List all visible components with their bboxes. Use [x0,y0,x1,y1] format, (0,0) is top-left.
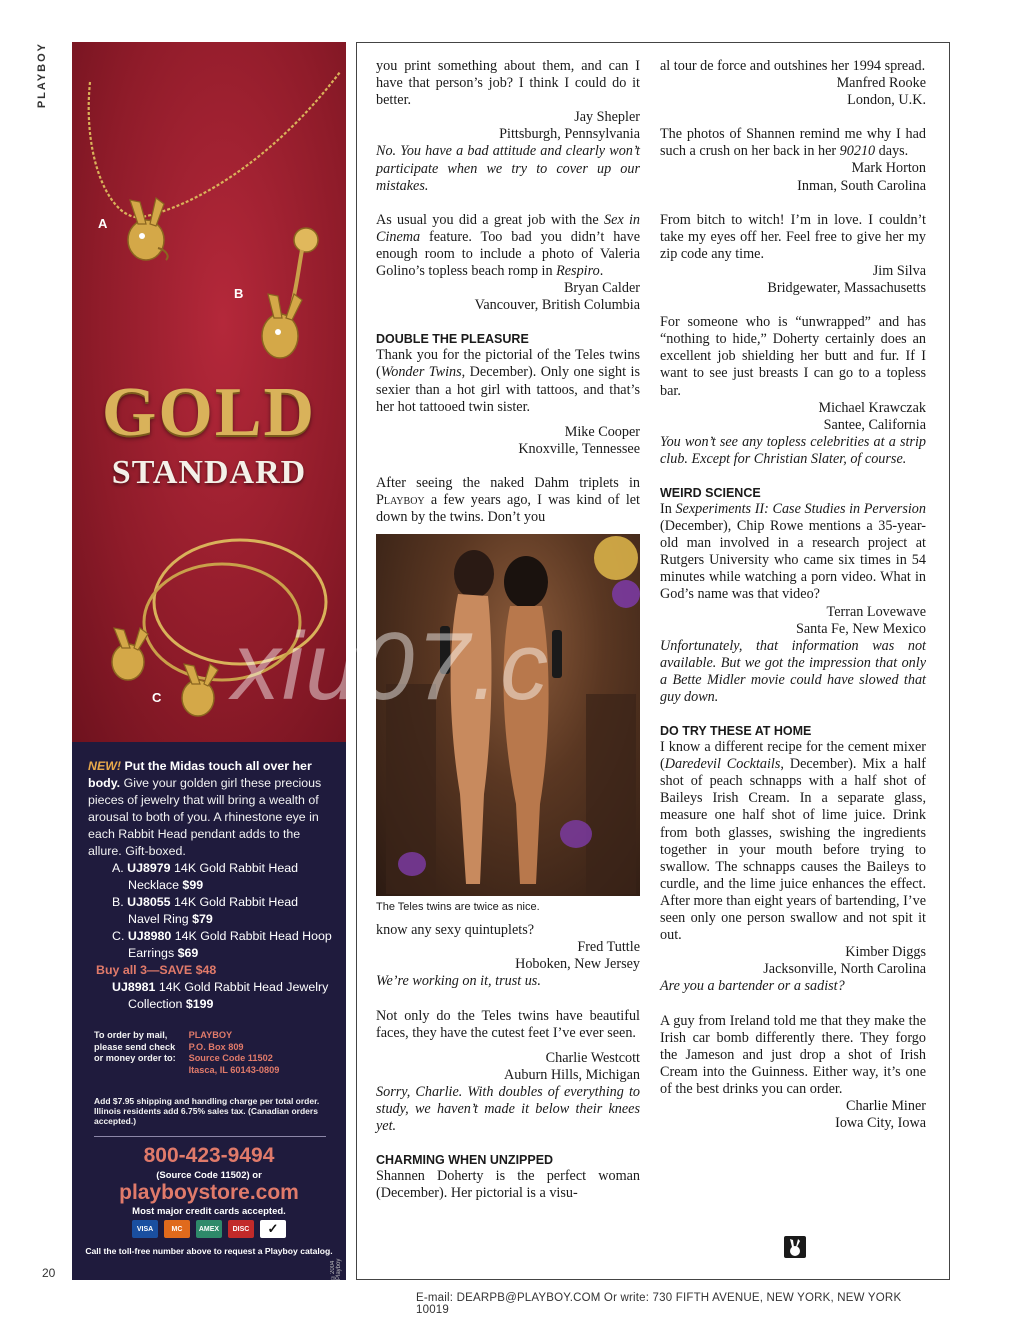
headline-gold: GOLD [101,374,317,451]
cards-accepted-text: Most major credit cards accepted. [132,1206,286,1217]
item-letter-b: B [234,286,244,301]
letter-text: As usual you did a great job with the Sex in Cinema feature. Too bad you didn’t have enough room to include a photo of Valeria Golino’s topless beach romp in Respiro. [376,211,640,280]
visa-icon: VISA [132,1220,158,1238]
letter-location: Jacksonville, North Carolina [763,961,926,978]
magazine-running-head: PLAYBOY [36,42,48,109]
mastercard-icon: MC [164,1220,190,1238]
letter-text: I know a different recipe for the cement mixer (Daredevil Cocktails, December). Mix a half shot of peach schnapps with a half shot of Baileys Irish Cream. In a separate glass, measure one half shot of lime juice. Drink from both glasses, swishing the ingredients together in your mouth before trying to swallow. The schnapps causes the Baileys to curdle, and the lime juice enhances the effect. After more than eight years of bartending, I’ve seen only one person swallow and not spit it out. [660,739,926,944]
section-heading: CHARMING WHEN UNZIPPED [376,1153,554,1168]
letter-signature: Charlie Westcott [545,1049,640,1066]
letter-text: A guy from Ireland told me that they make the Irish car bomb differently there. They forgo the Jameson and just drop a shot of Irish Cream into the Guinness. Either way, it’s one of the best drinks you can order. [660,1012,926,1097]
item-letter-a: A [98,216,108,231]
section-heading: DOUBLE THE PLEASURE [376,332,529,347]
section-heading: WEIRD SCIENCE [660,485,761,500]
hoop-earrings-icon [112,540,326,716]
headline-standard: STANDARD [111,454,307,491]
letter-signature: Fred Tuttle [577,939,640,956]
source-code-note: (Source Code 11502) or [156,1170,262,1181]
letter-location: London, U.K. [847,92,926,109]
section-heading: DO TRY THESE AT HOME [660,724,812,739]
letter-location: Hoboken, New Jersey [515,956,640,973]
letters-column-2 [660,58,926,1132]
editor-reply: Unfortunately, that information was not available. But we got the impression that only a Bette Midler movie could have slowed that guy down. [660,637,926,705]
credit-card-logos [132,1220,292,1242]
new-label: NEW! [88,759,122,773]
letter-signature: Bryan Calder [563,280,640,297]
letter-location: Santa Fe, New Mexico [795,620,926,637]
letter-text: For someone who is “unwrapped” and has “nothing to hide,” Doherty certainly does an excellent job shielding her butt and fur. If I want to see just breasts I can go to a topless bar. [660,314,926,399]
letter-text: you print something about them, and can I have that person’s job? I think I could do it better. [376,58,640,109]
letter-location: Iowa City, Iowa [835,1115,926,1132]
teles-twins-photo [376,534,640,896]
editor-reply: Are you a bartender or a sadist? [660,978,845,995]
catalog-note: Call the toll-free number above to request a Playboy catalog. [85,1246,333,1256]
letter-text: In Sexperiments II: Case Studies in Perversion (December), Chip Rowe mentions a 35-year-old man involved in a research project at Rutgers University who came six times in 54 minutes while watching a porn video. What in God’s name was that video? [660,500,926,603]
editor-reply: No. You have a bad attitude and clearly won’t participate when we try to cover up our mistakes. [376,143,640,194]
letter-signature: Manfred Rooke [836,75,926,92]
letters-column-1 [376,58,640,1202]
letter-text: Shannen Doherty is the perfect woman (December). Her pictorial is a visu- [376,1168,640,1202]
letter-location: Knoxville, Tennessee [518,440,640,457]
editor-reply: You won’t see any topless celebrities at a strip club. Except for Christian Slater, of course. [660,433,926,467]
letter-text: Not only do the Teles twins have beautiful faces, they have the cutest feet I’ve ever seen. [376,1007,640,1041]
item-letter-c: C [152,690,162,705]
letter-signature: Michael Krawczak [818,399,926,416]
letter-signature: Mark Horton [851,160,926,177]
letter-location: Auburn Hills, Michigan [504,1066,640,1083]
navel-ring-icon [262,228,318,358]
watermark-text: xiu07.c [232,613,551,720]
discover-icon: DISC [228,1220,254,1238]
letter-location: Pittsburgh, Pennsylvania [499,126,640,143]
product-item: A. UJ8979 14K Gold Rabbit Head Necklace $99 [112,861,299,892]
check-icon: ✓ [260,1220,286,1238]
shipping-note: Add $7.95 shipping and handling charge per total order. Illinois residents add 6.75% sales tax. (Canadian orders accepted.) [94,1096,320,1126]
ad-lead-copy [88,758,332,860]
letter-signature: Jay Shepler [574,109,640,126]
letter-signature: Kimber Diggs [845,944,926,961]
photo-caption: The Teles twins are twice as nice. [376,901,540,914]
product-item: C. UJ8980 14K Gold Rabbit Head Hoop Earrings $69 [112,929,332,960]
editor-reply: We’re working on it, trust us. [376,973,541,990]
product-item: B. UJ8055 14K Gold Rabbit Head Navel Ring $79 [112,895,299,926]
amex-icon: AMEX [196,1220,222,1238]
letter-text: From bitch to witch! I’m in love. I couldn’t take my eyes off her. Feel free to give her my zip code any time. [660,211,926,262]
letter-text: After seeing the naked Dahm triplets in Playboy a few years ago, I was kind of let down by the twins. Don’t you [376,474,640,526]
page-number: 20 [42,1266,56,1280]
mail-address: PLAYBOY P.O. Box 809 Source Code 11502 Itasca, IL 60143-0809 [188,1030,280,1075]
rabbit-head-end-mark-icon [784,1236,806,1258]
contact-footer: E-mail: DEARPB@PLAYBOY.COM Or write: 730 FIFTH AVENUE, NEW YORK, NEW YORK 10019 [416,1292,902,1316]
letter-location: Vancouver, British Columbia [474,297,640,314]
letter-location: Inman, South Carolina [797,177,926,194]
letter-signature: Terran Lovewave [826,603,926,620]
lead-bold: Put the Midas touch all over her body. [88,759,312,790]
letter-text: know any sexy quintuplets? [376,922,535,939]
photo-illustration [376,534,640,896]
store-website[interactable]: playboystore.com [119,1181,299,1204]
letter-text: The photos of Shannen remind me why I had such a crush on her back in her 90210 days. [660,126,926,160]
collection-item: UJ8981 14K Gold Rabbit Head Jewelry Collection $199 [112,980,329,1011]
buy-all-offer: Buy all 3—SAVE $48 [96,963,217,977]
letter-text: al tour de force and outshines her 1994 spread. [660,58,926,74]
ad-product-list [88,860,332,1013]
order-label: To order by mail, please send check or money order to: [94,1030,176,1063]
gold-standard-ad [72,42,346,1280]
letter-signature: Charlie Miner [846,1097,926,1114]
ad-divider [94,1136,326,1137]
letter-location: Bridgewater, Massachusetts [767,280,926,297]
letter-signature: Jim Silva [872,262,926,279]
order-phone[interactable]: 800-423-9494 [143,1144,275,1167]
necklace-pendant-icon [128,198,168,260]
ad-copyright: ©2004 Playboy [330,1258,342,1280]
mail-order-info [94,1030,330,1076]
letter-text: Thank you for the pictorial of the Teles twins (Wonder Twins, December). Only one sight is sexier than a hot girl with tattoos, and that’s her hot tattooed twin sister. [376,347,640,415]
lead-text: Give your golden girl these precious pieces of jewelry that will bring a wealth of arousal to both of you. A rhinestone eye in each Rabbit Head pendant adds to the allure. Gift-boxed. [88,776,322,858]
editor-reply: Sorry, Charlie. With doubles of everything to study, we haven’t made it below their knees yet. [376,1083,640,1135]
letter-location: Santee, California [823,416,926,433]
letter-signature: Mike Cooper [564,423,640,440]
